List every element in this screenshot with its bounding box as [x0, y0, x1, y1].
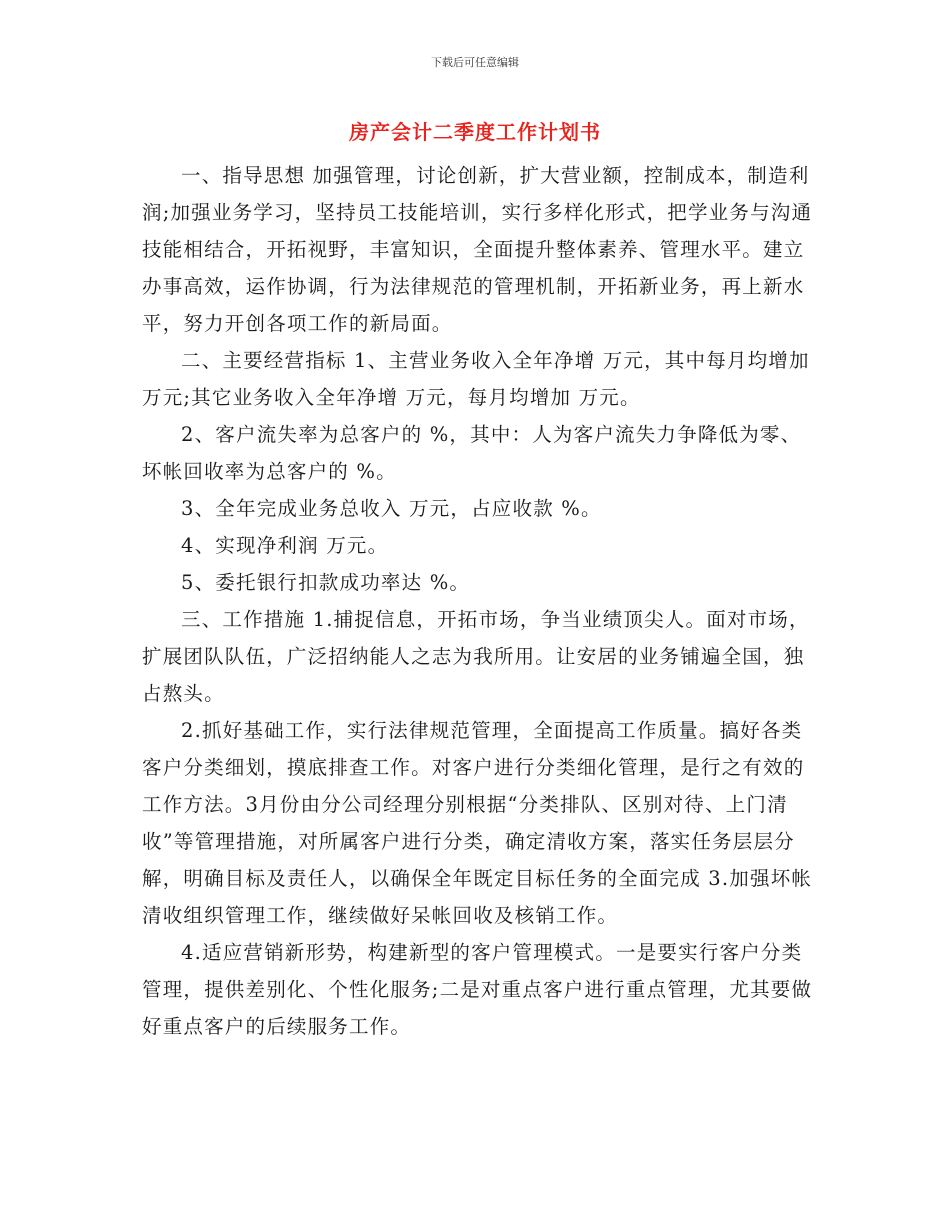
paragraph-net-profit: 4、实现净利润 万元。: [181, 534, 389, 557]
page-header-note: 下载后可任意编辑: [431, 56, 519, 69]
paragraph-bank-deduction: 5、委托银行扣款成功率达 %。: [181, 571, 471, 594]
paragraph-basic-work: 2.抓好基础工作，实行法律规范管理，全面提高工作质量。搞好各类客户分类细划，摸底排查工作。对客户进行分类细化管理，是行之有效的工作方法。3月份由分公司经理分别根据“分类排队、区别对待、上门清收”等管理措施，对所属客户进行分类，确定清收方案，落实任务层层分解，明确目标及责任人，以确保全年既定目标任务的全面完成 3.加强坏帐清收组织管理工作，继续做好呆帐回收及核销工作。: [142, 719, 813, 927]
paragraph-work-measures: 三、工作措施 1.捕捉信息，开拓市场，争当业绩顶尖人。面对市场，扩展团队队伍，广泛招纳能人之志为我所用。让安居的业务铺遍全国，独占熬头。: [142, 608, 810, 705]
document-body: [142, 157, 822, 1045]
paragraph-guiding-ideology: 一、指导思想 加强管理，讨论创新，扩大营业额，控制成本，制造利润;加强业务学习，坚持员工技能培训，实行多样化形式，把学业务与沟通技能相结合，开拓视野，丰富知识，全面提升整体素养、管理水平。建立办事高效，运作协调，行为法律规范的管理机制，开拓新业务，再上新水平，努力开创各项工作的新局面。: [142, 164, 813, 335]
document-title: 房产会计二季度工作计划书: [349, 120, 601, 144]
paragraph-churn-rate: 2、客户流失率为总客户的 %，其中：人为客户流失力争降低为零、坏帐回收率为总客户的 %。: [142, 423, 802, 483]
paragraph-total-revenue: 3、全年完成业务总收入 万元，占应收款 %。: [181, 497, 602, 520]
paragraph-customer-management: 4.适应营销新形势，构建新型的客户管理模式。一是要实行客户分类管理，提供差别化、个性化服务;二是对重点客户进行重点管理，尤其要做好重点客户的后续服务工作。: [142, 941, 813, 1038]
paragraph-main-indicators: 二、主要经营指标 1、主营业务收入全年净增 万元，其中每月均增加 万元;其它业务收入全年净增 万元，每月均增加 万元。: [142, 349, 810, 409]
